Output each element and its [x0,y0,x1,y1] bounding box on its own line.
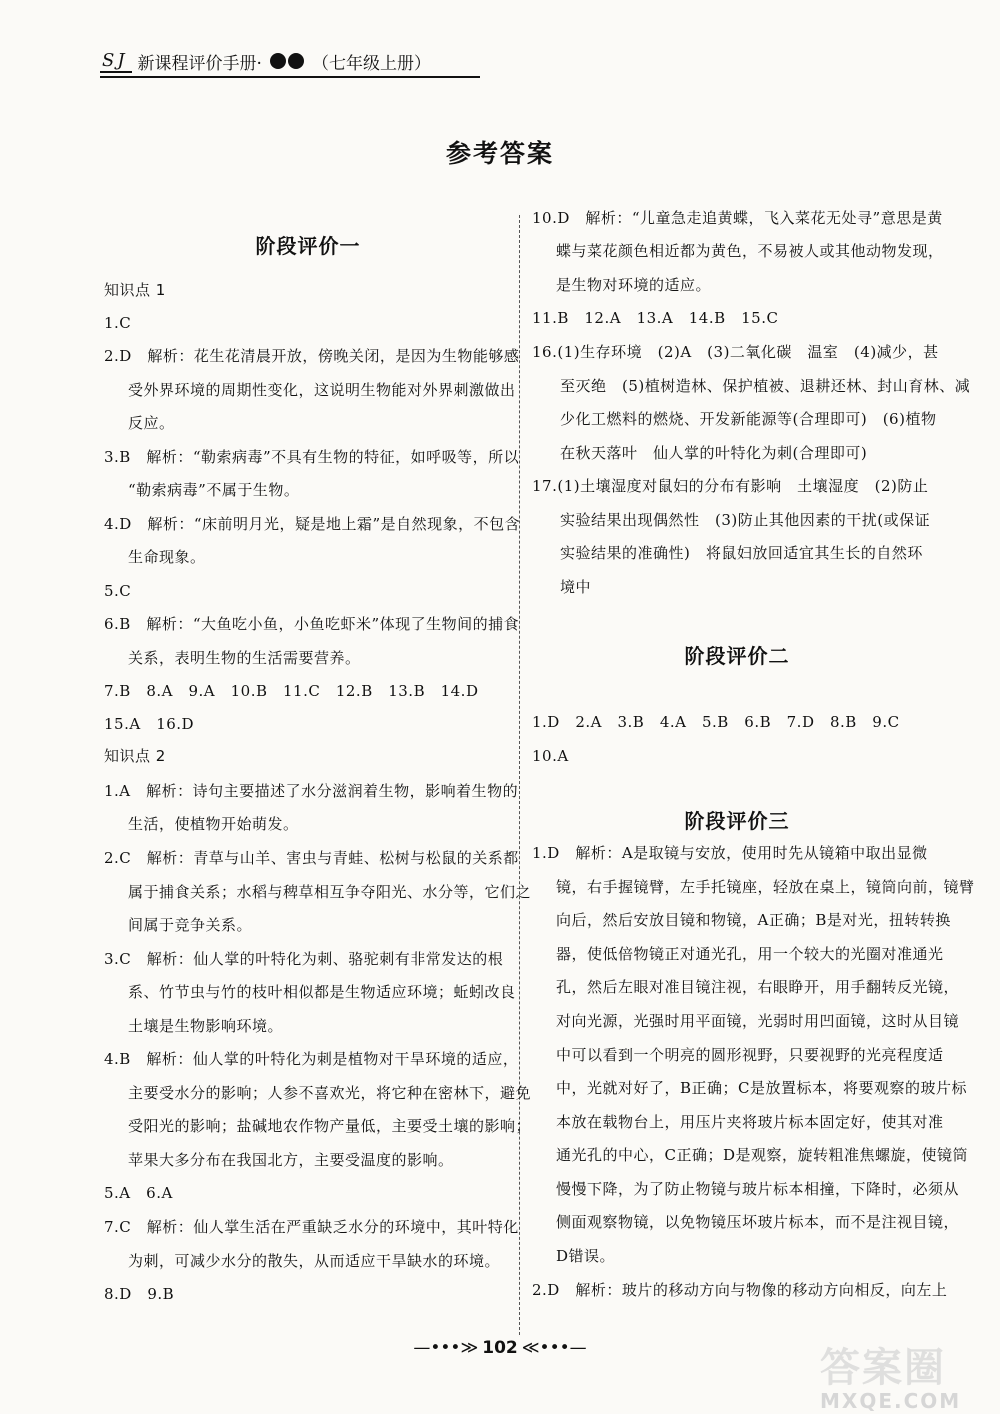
answer-line: 间属于竞争关系。 [128,916,253,934]
answer-line: 生活，使植物开始萌发。 [128,815,299,833]
section-title-1: 阶段评价一 [255,234,361,258]
answer-line: 3.B 解析：“勒索病毒”不具有生物的特征，如呼吸等，所以 [104,448,520,466]
grade-label: （七年级上册） [311,53,431,74]
answer-line: 生命现象。 [128,548,206,566]
answer-line: 反应。 [128,414,175,432]
answer-line: 属于捕食关系；水稻与稗草相互争夺阳光、水分等，它们之 [128,883,532,901]
answer-line: 关系，表明生物的生活需要营养。 [128,649,361,667]
answer-line: 1.D 解析：A是取镜与安放，使用时先从镜箱中取出显微 [532,844,928,862]
answer-line: 侧面观察物镜，以免物镜压坏玻片标本，而不是注视目镜， [556,1213,960,1231]
section-title-3: 阶段评价三 [684,809,790,833]
answer-line: 通光孔的中心，C正确；D是观察，旋转粗准焦螺旋，使镜筒 [556,1146,969,1164]
answer-line: 1.A 解析：诗句主要描述了水分滋润着生物，影响着生物的 [104,782,519,800]
answer-line: 中可以看到一个明亮的圆形视野，只要视野的光亮程度适 [556,1046,944,1064]
answer-line: 实验结果的准确性) 将鼠妇放回适宜其生长的自然环 [560,544,923,562]
answer-line: 15.A 16.D [104,715,195,733]
answer-line: 7.C 解析：仙人掌生活在严重缺乏水分的环境中，其叶特化 [104,1218,519,1236]
answer-line: 3.C 解析：仙人掌的叶特化为刺、骆驼刺有非常发达的根 [104,950,504,968]
answer-line: 4.B 解析：仙人掌的叶特化为刺是植物对干旱环境的适应， [104,1050,519,1068]
answer-line: 1.C [104,314,132,332]
knowledge-point-heading: 知识点 2 [104,747,166,765]
answer-line: “勒索病毒”不属于生物。 [128,481,300,499]
answer-line: 蝶与菜花颜色相近都为黄色，不易被人或其他动物发现， [556,242,944,260]
answer-line: 对向光源，光强时用平面镜，光弱时用凹面镜，这时从目镜 [556,1012,960,1030]
answer-line: 本放在载物台上，用压片夹将玻片标本固定好，使其对准 [556,1113,944,1131]
answer-line: 至灭绝 (5)植树造林、保护植被、退耕还林、封山育林、减 [560,377,971,395]
answer-line: 16.(1)生存环境 (2)A (3)二氧化碳 温室 (4)减少，甚 [532,343,939,361]
answer-line: 17.(1)土壤湿度对鼠妇的分布有影响 土壤湿度 (2)防止 [532,477,929,495]
answer-line: 在秋天落叶 仙人掌的叶特化为刺(合理即可) [560,444,868,462]
knowledge-point-heading: 知识点 1 [104,281,166,299]
answer-line: 受阳光的影响；盐碱地农作物产量低，主要受土壤的影响； [128,1117,532,1135]
ornament-left-icon: —•••≫ [413,1338,479,1358]
answer-line: 1.D 2.A 3.B 4.A 5.B 6.B 7.D 8.B 9.C [532,713,900,731]
column-divider [519,215,520,1335]
answer-line: 苹果大多分布在我国北方，主要受温度的影响。 [128,1151,454,1169]
series-logo-icon [270,53,304,69]
answer-line: 5.A 6.A [104,1184,173,1202]
answer-line: 孔，然后左眼对准目镜注视，右眼睁开，用手翻转反光镜， [556,978,960,996]
answer-line: 8.D 9.B [104,1285,175,1303]
running-header [100,46,431,76]
page-title: 参考答案 [445,139,554,168]
answer-line: 境中 [560,578,592,596]
book-title: 新课程评价手册· [137,53,262,74]
answer-line: D错误。 [556,1247,616,1265]
answer-line: 4.D 解析：“床前明月光，疑是地上霜”是自然现象，不包含 [104,515,521,533]
answer-line: 中，光就对好了，B正确；C是放置标本，将要观察的玻片标 [556,1079,968,1097]
section-title-2: 阶段评价二 [684,644,790,668]
answer-line: 慢慢下降，为了防止物镜与玻片标本相撞，下降时，必须从 [556,1180,960,1198]
answer-line: 系、竹节虫与竹的枝叶相似都是生物适应环境；蚯蚓改良 [128,983,516,1001]
answer-line: 实验结果出现偶然性 (3)防止其他因素的干扰(或保证 [560,511,931,529]
answer-line: 2.D 解析：玻片的移动方向与物像的移动方向相反，向左上 [532,1281,948,1299]
answer-line: 是生物对环境的适应。 [556,276,712,294]
answer-line: 镜，右手握镜臂，左手托镜座，轻放在桌上，镜筒向前，镜臂 [556,878,975,896]
answer-line: 少化工燃料的燃烧、开发新能源等(合理即可) (6)植物 [560,410,937,428]
answer-line: 5.C [104,582,132,600]
answer-line: 器，使低倍物镜正对通光孔，用一个较大的光圈对准通光 [556,945,944,963]
watermark: 答案圈 MXQE.COM [820,1345,962,1413]
page-number: —•••≫ 102 ≪•••— [413,1338,587,1358]
ornament-right-icon: ≪•••— [521,1338,587,1358]
answer-line: 为刺，可减少水分的散失，从而适应干旱缺水的环境。 [128,1252,501,1270]
answer-line: 10.A [532,747,569,765]
answer-line: 6.B 解析：“大鱼吃小鱼，小鱼吃虾米”体现了生物间的捕食 [104,615,520,633]
answer-line: 土壤是生物影响环境。 [128,1017,284,1035]
answer-line: 受外界环境的周期性变化，这说明生物能对外界刺激做出 [128,381,516,399]
answer-line: 2.D 解析：花生花清晨开放，傍晚关闭，是因为生物能够感 [104,347,520,365]
answer-line: 向后，然后安放目镜和物镜，A正确；B是对光，扭转转换 [556,911,951,929]
answer-line: 11.B 12.A 13.A 14.B 15.C [532,309,779,327]
publisher-logo: SJ [100,50,132,73]
answer-line: 10.D 解析：“儿童急走追黄蝶，飞入菜花无处寻”意思是黄 [532,209,943,227]
header-rule [100,76,480,78]
answer-line: 主要受水分的影响；人参不喜欢光，将它种在密林下，避免 [128,1084,532,1102]
answer-line: 7.B 8.A 9.A 10.B 11.C 12.B 13.B 14.D [104,682,479,700]
answer-line: 2.C 解析：青草与山羊、害虫与青蛙、松树与松鼠的关系都 [104,849,519,867]
